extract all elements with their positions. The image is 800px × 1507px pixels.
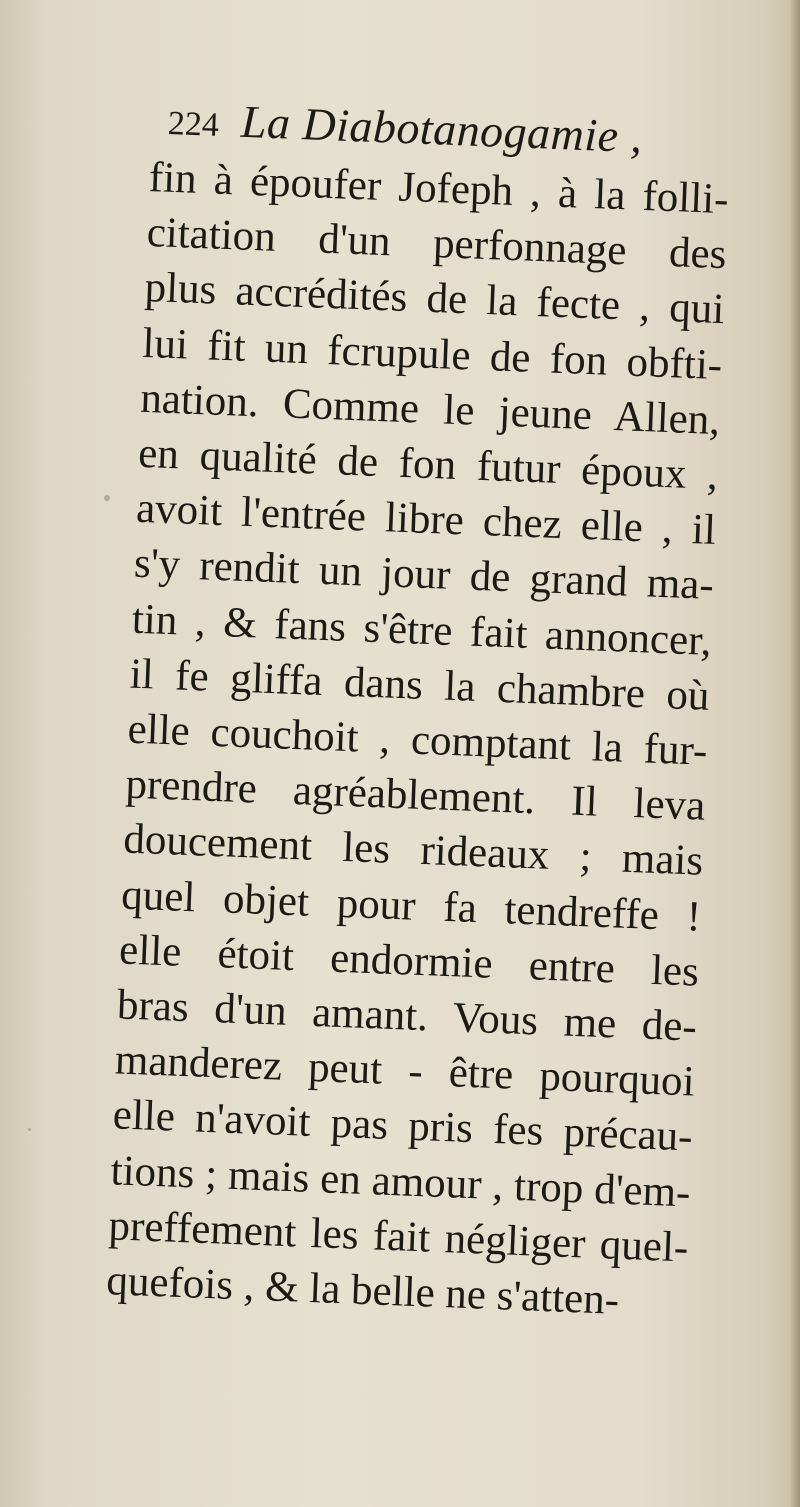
text-line: tin , & fans s'être fait annoncer, (131, 595, 713, 665)
text-line: doucement les rideaux ; mais (122, 815, 704, 886)
text-line: avoit l'entrée libre chez elle , il (135, 484, 717, 555)
page-number: 224 (167, 105, 220, 144)
body-text (105, 150, 729, 1331)
text-line: preffement les fait négliger quel- (107, 1202, 690, 1272)
text-line: elle n'avoit pas pris fes précau- (112, 1091, 694, 1161)
running-title: La Diabotanogamie , (240, 95, 644, 163)
page-edge (790, 0, 800, 1507)
text-line: quefois , & la belle ne s'atten- (105, 1257, 620, 1324)
text-line: il fe gliffa dans la chambre où (128, 650, 711, 720)
text-line: tions ; mais en amour , trop d'em- (109, 1146, 692, 1217)
text-line: elle étoit endormie entre les (118, 926, 700, 996)
text-line: s'y rendit un jour de grand ma- (133, 540, 715, 610)
text-line: plus accrédités de la fecte , qui (143, 264, 726, 334)
text-line: en qualité de fon futur époux , (137, 429, 719, 500)
text-line: manderez peut - être pourquoi (114, 1036, 696, 1106)
text-line: quel objet pour fa tendreffe ! (120, 871, 702, 941)
text-line: nation. Comme le jeune Allen, (139, 374, 721, 444)
text-line: fin à époufer Jofeph , à la folli- (148, 153, 730, 224)
text-line: elle couchoit , comptant la fur- (126, 705, 709, 775)
text-line: lui fit un fcrupule de fon obfti- (141, 319, 724, 389)
text-line: citation d'un perfonnage des (145, 209, 728, 279)
text-line: bras d'un amant. Vous me de- (116, 981, 698, 1051)
text-line: prendre agréablement. Il leva (124, 760, 707, 831)
